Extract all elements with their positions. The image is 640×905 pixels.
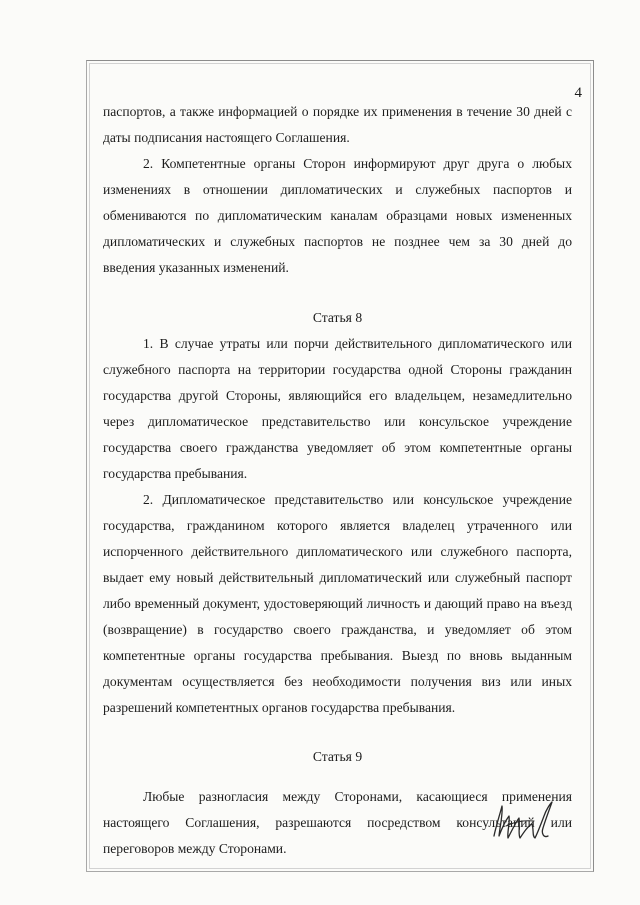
article-9-heading: Статья 9 xyxy=(312,749,363,764)
document-body xyxy=(103,99,572,862)
handwritten-signature-icon xyxy=(488,796,560,846)
paragraph-article9: Любые разногласия между Сторонами, касающиеся применения настоящего Соглашения, разрешаются посредством консультаций или переговоров между Сторонами. xyxy=(103,789,572,856)
paragraph-continuation: паспортов, а также информацией о порядке их применения в течение 30 дней с даты подписания настоящего Соглашения. xyxy=(103,104,572,145)
paragraph-article7-item2: 2. Компетентные органы Сторон информируют друг друга о любых изменениях в отношении дипломатических и служебных паспортов и обмениваются по дипломатическим каналам образцами новых измененных дипломатических и служебных паспортов не позднее чем за 30 дней до введения указанных изменений. xyxy=(103,156,572,275)
article-8-heading: Статья 8 xyxy=(312,310,363,325)
paragraph-article8-item1: 1. В случае утраты или порчи действительного дипломатического или служебного паспорта на территории государства одной Стороны гражданин государства другой Стороны, являющийся его владельцем, незамедлительно через дипломатическое представительство или консульское учреждение государства своего гражданства уведомляет об этом компетентные органы государства пребывания. xyxy=(103,336,572,481)
page-number: 4 xyxy=(574,85,582,101)
paragraph-article8-item2: 2. Дипломатическое представительство или консульское учреждение государства, гражданином которого является владелец утраченного или испорченного действительного дипломатического или служебного паспорта, выдает ему новый действительный дипломатический или служебный паспорт либо временный документ, удостоверяющий личность и дающий право на въезд (возвращение) в государство своего гражданства, и уведомляет об этом компетентные органы государства пребывания. Выезд по вновь выданным документам осуществляется без необходимости получения виз или иных разрешений компетентных органов государства пребывания. xyxy=(103,492,572,715)
